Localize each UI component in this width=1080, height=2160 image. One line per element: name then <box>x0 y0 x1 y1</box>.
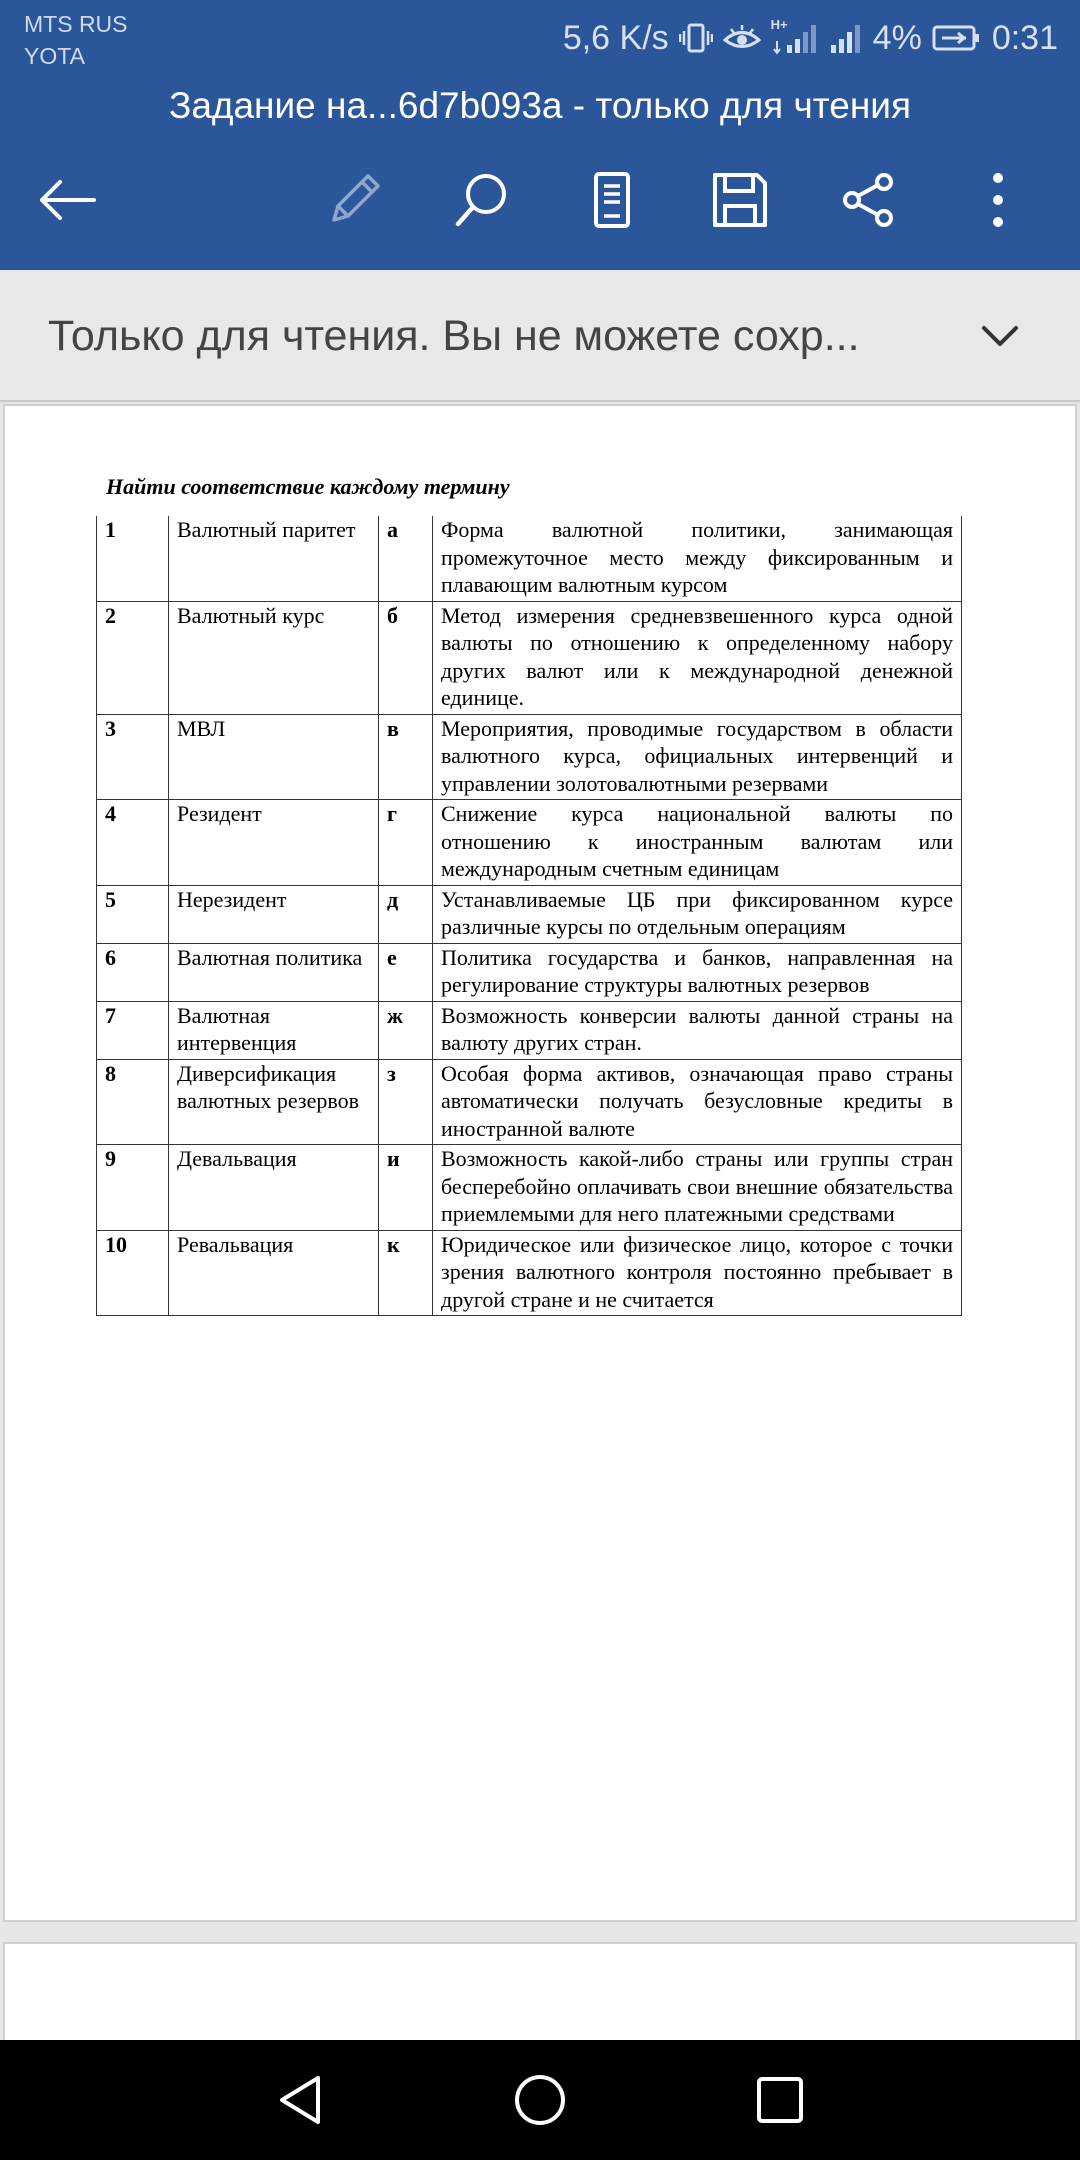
doc-heading: Найти соответствие каждому термину <box>106 474 510 499</box>
document-page-2[interactable] <box>3 1942 1077 2042</box>
nav-back-icon <box>274 2072 326 2128</box>
term-cell: Валютная политика <box>169 943 379 1001</box>
term-cell: Ревальвация <box>169 1230 379 1316</box>
nav-back-button[interactable] <box>260 2060 340 2140</box>
row-number: 1 <box>97 516 169 601</box>
letter-cell: к <box>379 1230 433 1316</box>
battery-level: 4% <box>872 18 922 57</box>
search-button[interactable] <box>442 160 522 240</box>
table-row <box>97 1230 962 1316</box>
signal-icon <box>770 17 819 55</box>
banner-message: Только для чтения. Вы не можете сохр... <box>48 312 860 360</box>
chevron-down-icon <box>980 324 1020 348</box>
share-icon <box>838 170 898 230</box>
nav-home-button[interactable] <box>500 2060 580 2140</box>
reading-view-button[interactable] <box>572 160 652 240</box>
letter-cell: з <box>379 1059 433 1145</box>
table-row <box>97 943 962 1001</box>
back-button[interactable] <box>28 160 108 240</box>
system-nav-bar <box>0 2040 1080 2160</box>
letter-cell: д <box>379 885 433 943</box>
network-type-label: H+ <box>770 17 788 32</box>
table-row <box>97 714 962 800</box>
status-bar <box>0 0 1080 80</box>
definition-cell: Возможность конверсии валюты данной страны на валюту других стран. <box>433 1001 962 1059</box>
row-number: 7 <box>97 1001 169 1059</box>
term-cell: МВЛ <box>169 714 379 800</box>
read-only-banner[interactable] <box>0 270 1080 402</box>
letter-cell: б <box>379 601 433 714</box>
edit-pencil-icon <box>324 170 384 230</box>
term-cell: Валютный паритет <box>169 516 379 601</box>
row-number: 3 <box>97 714 169 800</box>
carrier-2: YOTA <box>24 43 85 69</box>
definition-cell: Мероприятия, проводимые государством в области валютного курса, официальных интервенций и управлении золотовалютными резервами <box>433 714 962 800</box>
term-cell: Валютный курс <box>169 601 379 714</box>
row-number: 10 <box>97 1230 169 1316</box>
row-number: 9 <box>97 1145 169 1231</box>
row-number: 6 <box>97 943 169 1001</box>
share-button[interactable] <box>828 160 908 240</box>
battery-charging-icon <box>932 23 982 53</box>
eye-comfort-icon <box>723 23 761 53</box>
term-cell: Резидент <box>169 800 379 886</box>
row-number: 5 <box>97 885 169 943</box>
table-row <box>97 516 962 601</box>
nav-recents-button[interactable] <box>740 2060 820 2140</box>
carrier-info <box>24 8 128 72</box>
term-cell: Валютная интервенция <box>169 1001 379 1059</box>
term-cell: Нерезидент <box>169 885 379 943</box>
back-arrow-icon <box>38 170 98 230</box>
term-cell: Девальвация <box>169 1145 379 1231</box>
definition-cell: Устанавливаемые ЦБ при фиксированном курсе различные курсы по отдельным операциям <box>433 885 962 943</box>
expand-banner-button[interactable] <box>970 306 1030 366</box>
edit-button[interactable] <box>314 160 394 240</box>
row-number: 8 <box>97 1059 169 1145</box>
term-cell: Диверсификация валютных резервов <box>169 1059 379 1145</box>
carrier-1: MTS RUS <box>24 11 128 37</box>
definition-cell: Снижение курса национальной валюты по отношению к иностранным валютам или международным счетным единицам <box>433 800 962 886</box>
definition-cell: Форма валютной политики, занимающая промежуточное место между фиксированным и плавающим валютным курсом <box>433 516 962 601</box>
save-icon <box>710 170 770 230</box>
letter-cell: ж <box>379 1001 433 1059</box>
definition-cell: Метод измерения средневзвешенного курса одной валюты по отношению к определенному набору других валют или к международной денежной единице. <box>433 601 962 714</box>
app-header <box>0 0 1080 270</box>
document-page[interactable] <box>3 404 1077 1922</box>
save-button[interactable] <box>700 160 780 240</box>
clock: 0:31 <box>991 18 1058 57</box>
definition-cell: Особая форма активов, означающая право страны автоматически получать безусловные кредиты в иностранной валюте <box>433 1059 962 1145</box>
row-number: 4 <box>97 800 169 886</box>
more-options-icon <box>988 170 1008 230</box>
nav-recents-icon <box>754 2074 806 2126</box>
signal-2-icon <box>829 21 863 55</box>
table-row <box>97 1001 962 1059</box>
definition-cell: Возможность какой-либо страны или группы стран бесперебойно оплачивать свои внешние обязательства приемлемыми для него платежными средствами <box>433 1145 962 1231</box>
nav-home-icon <box>512 2072 568 2128</box>
table-row <box>97 1059 962 1145</box>
table-row <box>97 1145 962 1231</box>
definition-cell: Юридическое или физическое лицо, которое с точки зрения валютного контроля постоянно пребывает в другой стране и не считается <box>433 1230 962 1316</box>
vibrate-icon <box>679 21 713 55</box>
terms-table <box>96 516 962 1316</box>
letter-cell: в <box>379 714 433 800</box>
definition-cell: Политика государства и банков, направленная на регулирование структуры валютных резервов <box>433 943 962 1001</box>
letter-cell: г <box>379 800 433 886</box>
reading-view-icon <box>582 170 642 230</box>
row-number: 2 <box>97 601 169 714</box>
more-options-button[interactable] <box>958 160 1038 240</box>
table-row <box>97 885 962 943</box>
status-indicators <box>563 14 1058 62</box>
network-speed: 5,6 K/s <box>562 18 669 57</box>
letter-cell: а <box>379 516 433 601</box>
document-title: Задание на...6d7b093a - только для чтения <box>168 85 912 126</box>
letter-cell: и <box>379 1145 433 1231</box>
toolbar <box>0 160 1080 240</box>
table-row <box>97 601 962 714</box>
table-row <box>97 800 962 886</box>
search-icon <box>452 170 512 230</box>
letter-cell: е <box>379 943 433 1001</box>
